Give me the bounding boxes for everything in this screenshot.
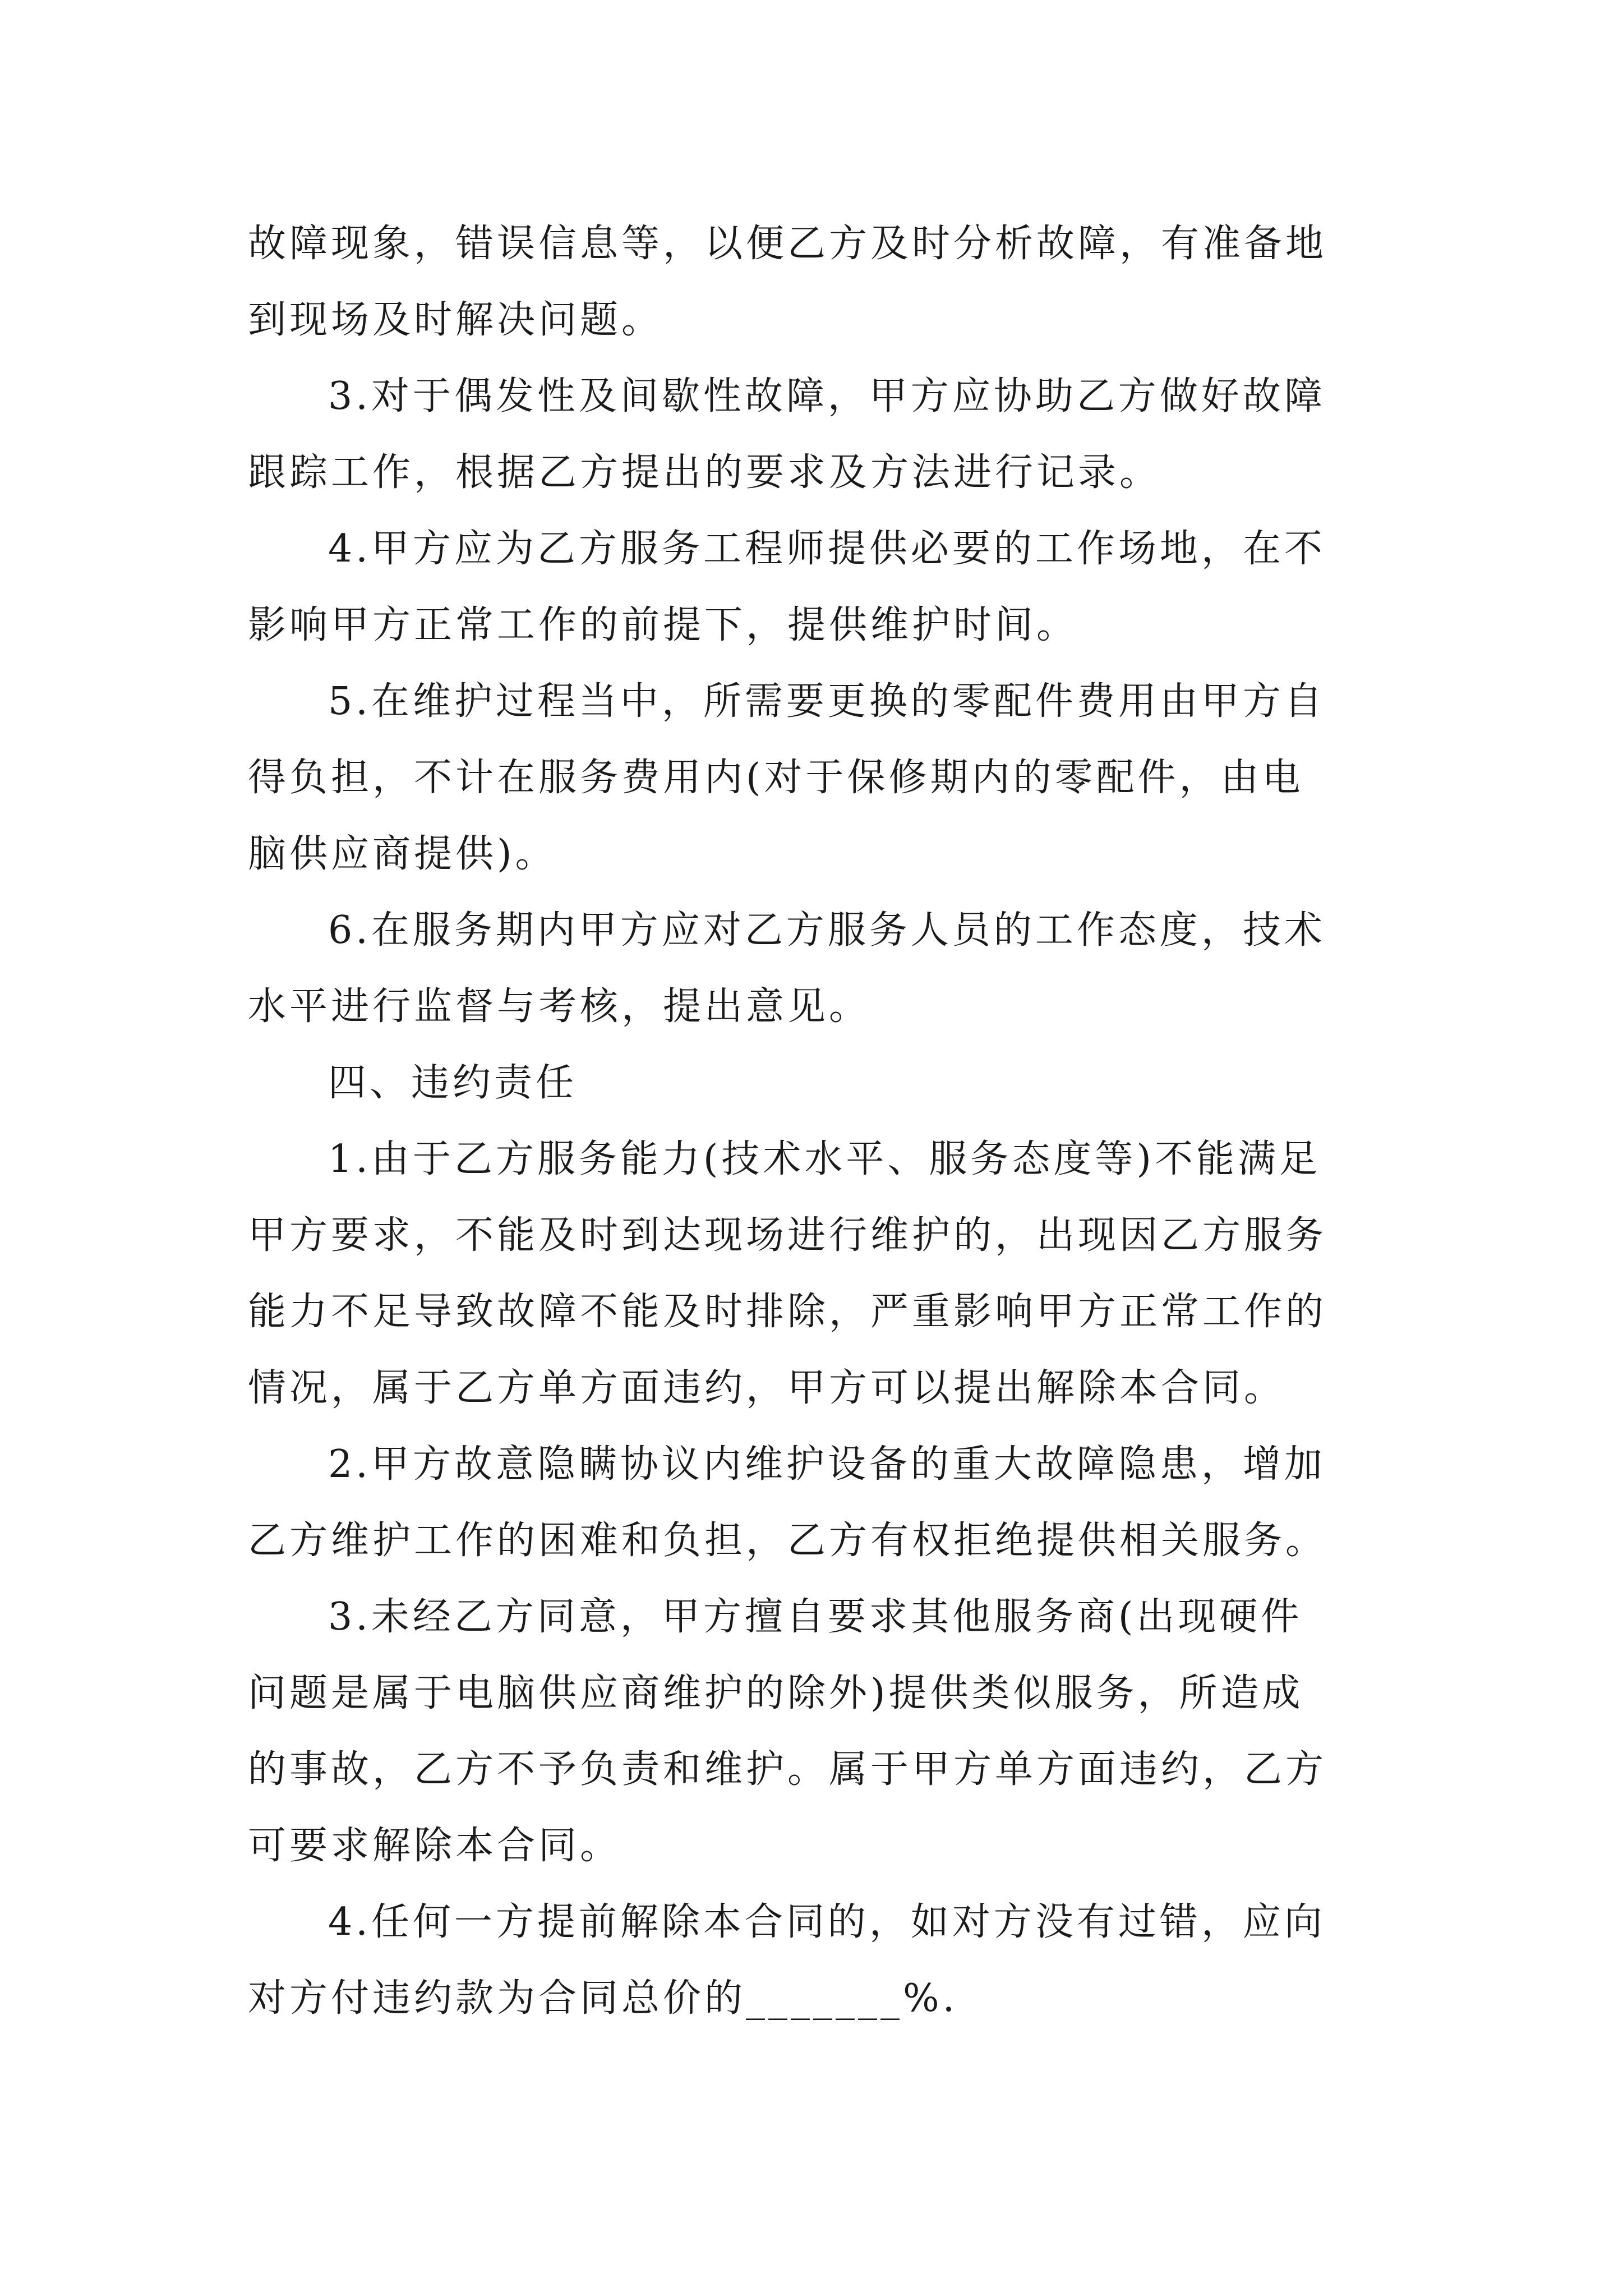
text-line: 情况，属于乙方单方面违约，甲方可以提出解除本合同。 xyxy=(248,1366,1286,1410)
text-line: 的事故，乙方不予负责和维护。属于甲方单方面违约，乙方 xyxy=(248,1747,1327,1792)
text-line: 故障现象，错误信息等，以便乙方及时分析故障，有准备地 xyxy=(248,222,1327,266)
text-line: 到现场及时解决问题。 xyxy=(248,298,663,342)
text-line: 乙方维护工作的困难和负担，乙方有权拒绝提供相关服务。 xyxy=(248,1519,1327,1563)
text-line: 4.甲方应为乙方服务工程师提供必要的工作场地，在不 xyxy=(328,527,1326,571)
text-line: 对方付违约款为合同总价的_______%. xyxy=(248,1976,958,2021)
text-line: 甲方要求，不能及时到达现场进行维护的，出现因乙方服务 xyxy=(248,1213,1327,1258)
text-line: 脑供应商提供)。 xyxy=(248,832,557,876)
text-line: 得负担，不计在服务费用内(对于保修期内的零配件，由电 xyxy=(248,756,1304,800)
text-line: 跟踪工作，根据乙方提出的要求及方法进行记录。 xyxy=(248,450,1161,495)
text-line: 1.由于乙方服务能力(技术水平、服务态度等)不能满足 xyxy=(328,1137,1321,1181)
section-heading: 四、违约责任 xyxy=(328,1061,578,1105)
text-line: 2.甲方故意隐瞒协议内维护设备的重大故障隐患，增加 xyxy=(328,1442,1326,1487)
text-line: 影响甲方正常工作的前提下，提供维护时间。 xyxy=(248,603,1078,647)
text-line: 4.任何一方提前解除本合同的，如对方没有过错，应向 xyxy=(328,1900,1326,1944)
text-line: 5.在维护过程当中，所需要更换的零配件费用由甲方自 xyxy=(328,679,1326,724)
text-line: 6.在服务期内甲方应对乙方服务人员的工作态度，技术 xyxy=(328,908,1326,953)
text-line: 问题是属于电脑供应商维护的除外)提供类似服务，所造成 xyxy=(248,1671,1304,1715)
text-line: 可要求解除本合同。 xyxy=(248,1824,622,1868)
text-line: 3.对于偶发性及间歇性故障，甲方应协助乙方做好故障 xyxy=(328,374,1326,418)
text-line: 水平进行监督与考核，提出意见。 xyxy=(248,984,871,1029)
text-line: 能力不足导致故障不能及时排除，严重影响甲方正常工作的 xyxy=(248,1290,1327,1334)
text-line: 3.未经乙方同意，甲方擅自要求其他服务商(出现硬件 xyxy=(328,1595,1303,1639)
